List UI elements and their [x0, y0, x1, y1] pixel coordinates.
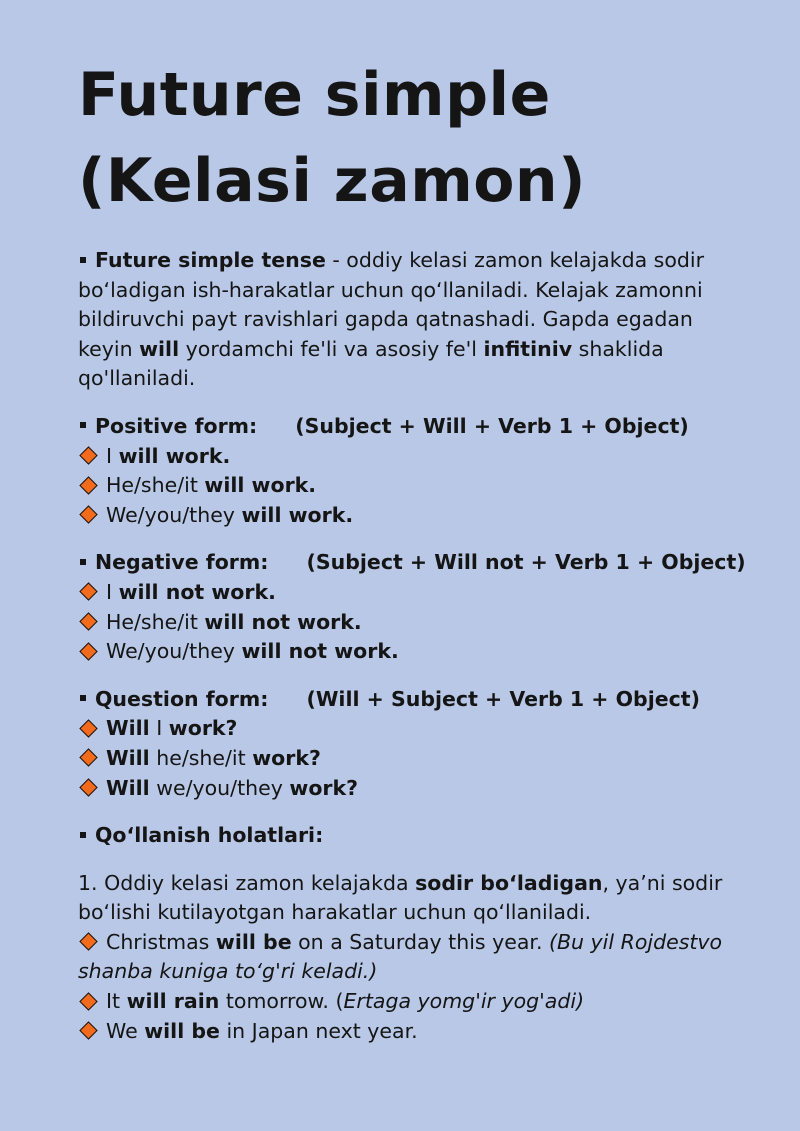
orange-diamond-icon: [79, 749, 97, 767]
text: It: [106, 989, 127, 1014]
example-line: [78, 1017, 768, 1047]
bold-text: will rain: [126, 989, 220, 1014]
text: , ya’ni sodir: [602, 870, 723, 895]
section-heading-line: [78, 821, 768, 851]
section: [78, 821, 768, 851]
square-bullet-icon: [80, 832, 86, 838]
text: He/she/it: [106, 473, 205, 498]
text: tomorrow. (: [219, 989, 344, 1014]
text-line: [78, 305, 768, 335]
bold-text: (Subject + Will not + Verb 1 + Object): [306, 550, 746, 575]
document-page: [78, 52, 768, 1046]
section: [78, 246, 768, 394]
text: We: [106, 1018, 145, 1043]
orange-diamond-icon: [79, 933, 97, 951]
bold-text: work?: [168, 716, 238, 741]
spacer: [78, 667, 768, 685]
title-line: Future simple: [78, 60, 551, 130]
section: [78, 548, 768, 666]
text: I: [149, 716, 169, 741]
text: in Japan next year.: [219, 1018, 418, 1043]
text-line: [78, 898, 768, 928]
bold-text: Will: [106, 775, 150, 800]
orange-diamond-icon: [79, 992, 97, 1010]
spacer: [78, 394, 768, 412]
bold-text: Qoʻllanish holatlari:: [95, 823, 324, 848]
section: [78, 412, 768, 530]
section-heading-line: [78, 548, 768, 578]
text: shaklida: [572, 336, 664, 361]
example-line: [78, 744, 768, 774]
text-line: [78, 869, 768, 899]
text: qo'llaniladi.: [78, 366, 196, 391]
spacer: [78, 851, 768, 869]
bold-text: work?: [252, 745, 321, 770]
document-body: [78, 246, 768, 1046]
text: Christmas: [106, 929, 216, 954]
text-line: [78, 335, 768, 365]
text-line: [78, 364, 768, 394]
example-line: [78, 637, 768, 667]
text: We/you/they: [106, 639, 242, 664]
bold-text: Future simple tense: [95, 248, 326, 272]
bold-text: (Subject + Will + Verb 1 + Object): [295, 413, 689, 438]
section-heading-line: [78, 685, 768, 715]
example-line: [78, 774, 768, 804]
bold-text: will be: [144, 1018, 220, 1043]
bold-text: Question form:: [95, 686, 269, 711]
text: keyin: [78, 336, 140, 361]
bold-text: will work.: [118, 443, 231, 468]
text: He/she/it: [106, 609, 205, 634]
example-line: [78, 987, 768, 1017]
example-line: [78, 442, 768, 472]
text: on a Saturday this year.: [291, 929, 549, 954]
spacer: [78, 803, 768, 821]
section: [78, 685, 768, 803]
square-bullet-icon: [80, 257, 86, 263]
text: I: [106, 579, 119, 604]
example-line: [78, 471, 768, 501]
section: [78, 869, 768, 1047]
orange-diamond-icon: [79, 476, 97, 494]
italic-text: Ertaga yomg'ir yog'adi): [343, 989, 585, 1014]
bold-text: will not work.: [204, 609, 362, 634]
bold-text: will be: [215, 929, 292, 954]
spacer: [78, 530, 768, 548]
bold-text: will: [139, 336, 180, 361]
section-heading-line: [78, 246, 768, 276]
text-line: [78, 276, 768, 306]
italic-text: (Bu yil Rojdestvo: [548, 929, 723, 954]
bold-text: Negative form:: [95, 550, 269, 575]
bold-text: will not work.: [118, 579, 276, 604]
text: We/you/they: [106, 502, 242, 527]
text-line: [78, 957, 768, 987]
example-line: [78, 608, 768, 638]
bold-text: will work.: [241, 502, 354, 527]
text: boʻlishi kutilayotgan harakatlar uchun qoʻllaniladi.: [78, 900, 592, 925]
italic-text: shanba kuniga toʻg'ri keladi.): [78, 959, 378, 984]
text: we/you/they: [149, 775, 290, 800]
example-line: [78, 714, 768, 744]
bold-text: infitiniv: [483, 336, 573, 361]
orange-diamond-icon: [79, 1021, 97, 1039]
page-title: [78, 52, 768, 224]
text: bildiruvchi payt ravishlari gapda qatnashadi. Gapda egadan: [78, 307, 693, 332]
text: he/she/it: [149, 745, 253, 770]
orange-diamond-icon: [79, 583, 97, 601]
square-bullet-icon: [80, 695, 86, 701]
bold-text: Will: [106, 716, 150, 741]
bold-text: will work.: [204, 473, 317, 498]
bold-text: Will: [106, 745, 150, 770]
orange-diamond-icon: [79, 719, 97, 737]
bold-text: (Will + Subject + Verb 1 + Object): [306, 686, 700, 711]
square-bullet-icon: [80, 559, 86, 565]
title-line: (Kelasi zamon): [78, 146, 587, 216]
bold-text: work?: [289, 775, 359, 800]
orange-diamond-icon: [79, 612, 97, 630]
orange-diamond-icon: [79, 446, 97, 464]
example-line: [78, 501, 768, 531]
bold-text: sodir boʻladigan: [415, 870, 603, 895]
square-bullet-icon: [80, 422, 86, 428]
text: yordamchi fe'li va asosiy fe'l: [179, 336, 484, 361]
text: boʻladigan ish-harakatlar uchun qoʻllaniladi. Kelajak zamonni: [78, 277, 703, 302]
section-heading-line: [78, 412, 768, 442]
bold-text: will not work.: [241, 639, 399, 664]
bold-text: Positive form:: [95, 413, 258, 438]
orange-diamond-icon: [79, 778, 97, 796]
orange-diamond-icon: [79, 506, 97, 524]
text: I: [106, 443, 119, 468]
example-line: [78, 928, 768, 958]
text: - oddiy kelasi zamon kelajakda sodir: [325, 248, 705, 272]
orange-diamond-icon: [79, 642, 97, 660]
example-line: [78, 578, 768, 608]
text: 1. Oddiy kelasi zamon kelajakda: [78, 870, 416, 895]
